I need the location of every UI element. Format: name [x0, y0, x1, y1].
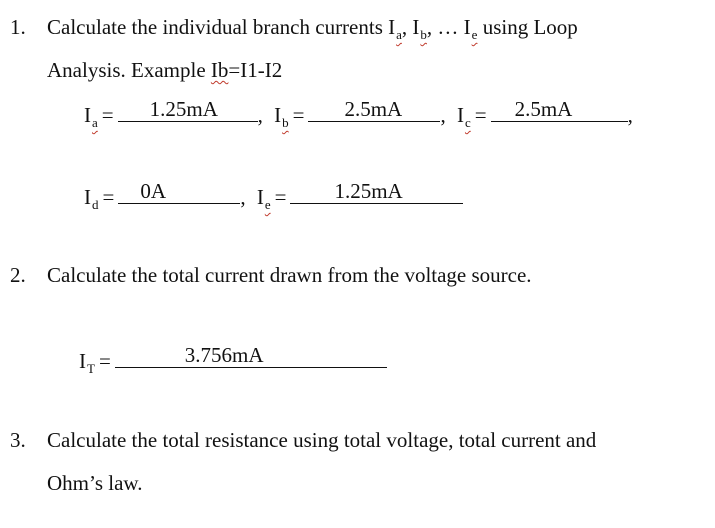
ib-answer-field[interactable]	[308, 97, 440, 122]
equals-sign: =	[102, 185, 115, 209]
it-answer-field[interactable]	[115, 343, 387, 368]
ib-value: 2.5mA	[344, 97, 403, 121]
equals-sign: =	[292, 103, 305, 127]
answer-row-2	[84, 179, 463, 212]
equals-sign: =	[274, 185, 287, 209]
ia-value: 1.25mA	[149, 97, 218, 121]
q1-text-comma: , I	[401, 15, 420, 39]
comma: ,	[627, 103, 633, 127]
q1-line1	[47, 15, 578, 42]
q3-line2: Ohm’s law.	[47, 471, 143, 495]
ia-label: $I_a$	[84, 103, 98, 130]
ic-answer-field[interactable]	[491, 97, 628, 122]
q3-number: 3.	[10, 428, 26, 452]
q1-sub-b: b	[420, 27, 427, 42]
q3-line1: Calculate the total resistance using total voltage, total current and	[47, 428, 597, 452]
q1-line2-equation: =I1-I2	[228, 58, 283, 82]
q1-sub-e: e	[471, 27, 478, 42]
q1-text-start: Calculate the individual branch currents I	[47, 15, 396, 39]
ie-answer-field[interactable]	[290, 179, 463, 204]
ie-value: 1.25mA	[334, 179, 403, 203]
ib-label: $I_b$	[274, 103, 289, 130]
comma: ,	[440, 103, 446, 127]
q1-sub-a: a	[396, 27, 402, 42]
comma: ,	[257, 103, 263, 127]
q1-text-ellipsis: , … I	[426, 15, 471, 39]
q2-text: Calculate the total current drawn from the voltage source.	[47, 263, 532, 287]
q1-line2	[47, 60, 282, 81]
id-value: 0A	[140, 179, 167, 203]
comma: ,	[240, 185, 246, 209]
equals-sign: =	[101, 103, 114, 127]
answer-row-1	[84, 97, 633, 130]
id-answer-field[interactable]	[118, 179, 240, 204]
ia-answer-field[interactable]	[118, 97, 258, 122]
q1-line2-text: Analysis. Example	[47, 58, 211, 82]
it-value: 3.756mA	[184, 343, 264, 367]
q1-number: 1.	[10, 15, 26, 39]
q2-number: 2.	[10, 263, 26, 287]
ic-label: $I_c$	[456, 103, 471, 130]
equals-sign: =	[474, 103, 487, 127]
id-label: $I_d$	[84, 185, 99, 212]
q1-line2-example-var: Ib	[210, 58, 229, 82]
it-label: $I_T$	[79, 349, 95, 376]
ic-value: 2.5mA	[514, 97, 573, 121]
equals-sign: =	[98, 349, 111, 373]
q1-text-end: using Loop	[477, 15, 578, 39]
answer-row-it	[79, 343, 387, 376]
ie-label: $I_e$	[256, 185, 271, 212]
